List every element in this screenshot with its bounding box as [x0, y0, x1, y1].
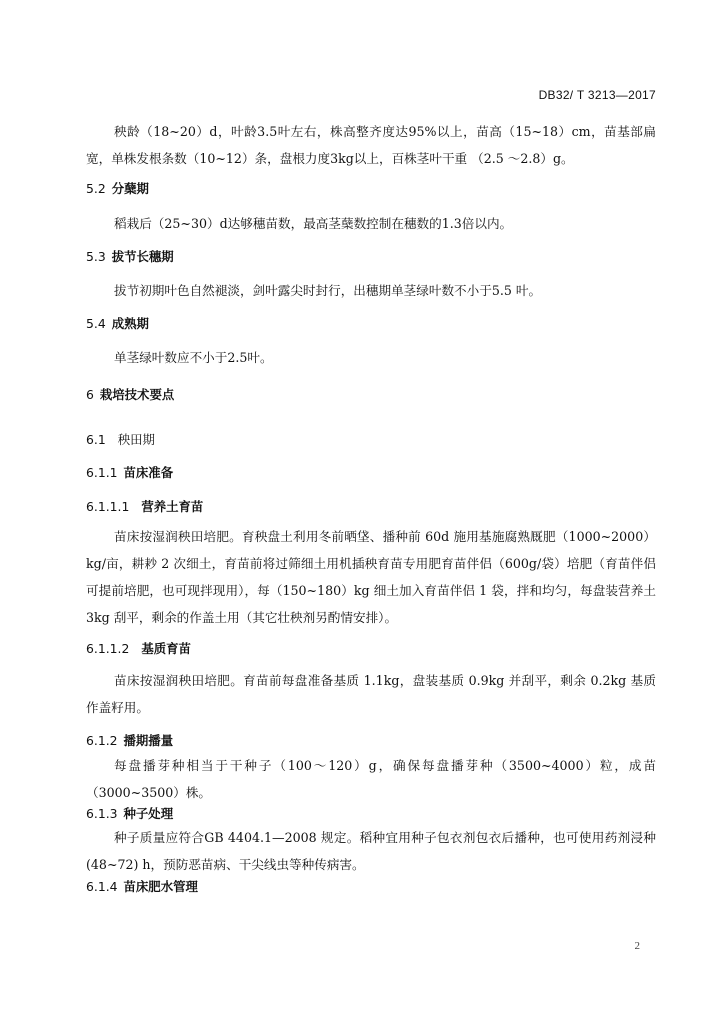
- heading-6: [86, 385, 174, 405]
- heading-5-4: [86, 314, 149, 334]
- heading-number: 6.1.3: [86, 806, 118, 821]
- heading-6-1-4: [86, 877, 198, 897]
- heading-5-2: [86, 179, 149, 199]
- document-code: DB32/ T 3213—2017: [538, 88, 656, 102]
- heading-6-1-1-2: [86, 639, 191, 659]
- paragraph-tillering: 稻栽后（25~30）d达够穗苗数，最高茎蘖数控制在穗数的1.3倍以内。: [114, 216, 513, 231]
- heading-title: 成熟期: [111, 316, 149, 331]
- heading-title: 播期播量: [123, 733, 174, 748]
- paragraph-sowing: 每盘播芽种相当于干种子（100～120）g，确保每盘播芽种（3500~4000）粒，成苗（3000~3500）株。: [86, 758, 656, 800]
- heading-number: 5.3: [86, 249, 106, 264]
- heading-title: 苗床准备: [123, 465, 174, 480]
- heading-6-1-3: [86, 804, 173, 824]
- paragraph-seed-treatment: 种子质量应符合GB 4404.1—2008 规定。稻种宜用种子包衣剂包衣后播种，也可使用药剂浸种(48~72) h，预防恶苗病、干尖线虫等种传病害。: [86, 830, 656, 872]
- heading-title: 分蘖期: [111, 181, 149, 196]
- heading-number: 6.1.4: [86, 879, 118, 894]
- paragraph-maturity: 单茎绿叶数应不小于2.5叶。: [114, 350, 273, 365]
- heading-number: 6.1.1: [86, 465, 118, 480]
- heading-title: 秧田期: [117, 432, 155, 447]
- heading-6-1: [86, 430, 155, 450]
- paragraph-nutrient-soil: 苗床按湿润秧田培肥。育秧盘土利用冬前晒垡、播种前 60d 施用基施腐熟厩肥（1000~2000）kg/亩，耕耖 2 次细土，育苗前将过筛细土用机插秧育苗专用肥育苗伴侣（600g/袋）培肥（育苗伴侣可提前培肥，也可现拌现用），每（150~180）kg 细土加入育苗伴侣 1 袋，拌和均匀，每盘装营养土 3kg 刮平，剩余的作盖土用（其它壮秧剂另酌情安排）。: [86, 529, 656, 625]
- heading-6-1-1: [86, 463, 173, 483]
- page-number: 2: [634, 940, 640, 952]
- heading-number: 6.1: [86, 432, 106, 447]
- paragraph-jointing: 拔节初期叶色自然褪淡，剑叶露尖时封行，出穗期单茎绿叶数不小于5.5 叶。: [114, 283, 542, 298]
- heading-title: 种子处理: [123, 806, 174, 821]
- heading-title: 苗床肥水管理: [123, 879, 198, 894]
- heading-number: 6.1.1.2: [86, 641, 130, 656]
- heading-title: 拔节长穗期: [111, 249, 174, 264]
- heading-title: 栽培技术要点: [99, 387, 175, 402]
- heading-title: 基质育苗: [141, 641, 191, 656]
- heading-number: 6.1.1.1: [86, 499, 130, 514]
- paragraph-substrate: 苗床按湿润秧田培肥。育苗前每盘准备基质 1.1kg，盘装基质 0.9kg 并刮平，剩余 0.2kg 基质作盖籽用。: [86, 673, 656, 715]
- heading-title: 营养土育苗: [141, 499, 204, 514]
- heading-number: 6.1.2: [86, 733, 118, 748]
- heading-6-1-2: [86, 731, 173, 751]
- heading-6-1-1-1: [86, 497, 203, 517]
- paragraph-seedling-age: 秧龄（18~20）d，叶龄3.5叶左右，株高整齐度达95%以上，苗高（15~18）cm，苗基部扁宽，单株发根条数（10~12）条，盘根力度3kg以上，百株茎叶干重 （2.5 ～2.8）g。: [86, 124, 656, 166]
- heading-number: 5.2: [86, 181, 106, 196]
- heading-number: 5.4: [86, 316, 106, 331]
- heading-5-3: [86, 247, 174, 267]
- heading-number: 6: [86, 387, 94, 402]
